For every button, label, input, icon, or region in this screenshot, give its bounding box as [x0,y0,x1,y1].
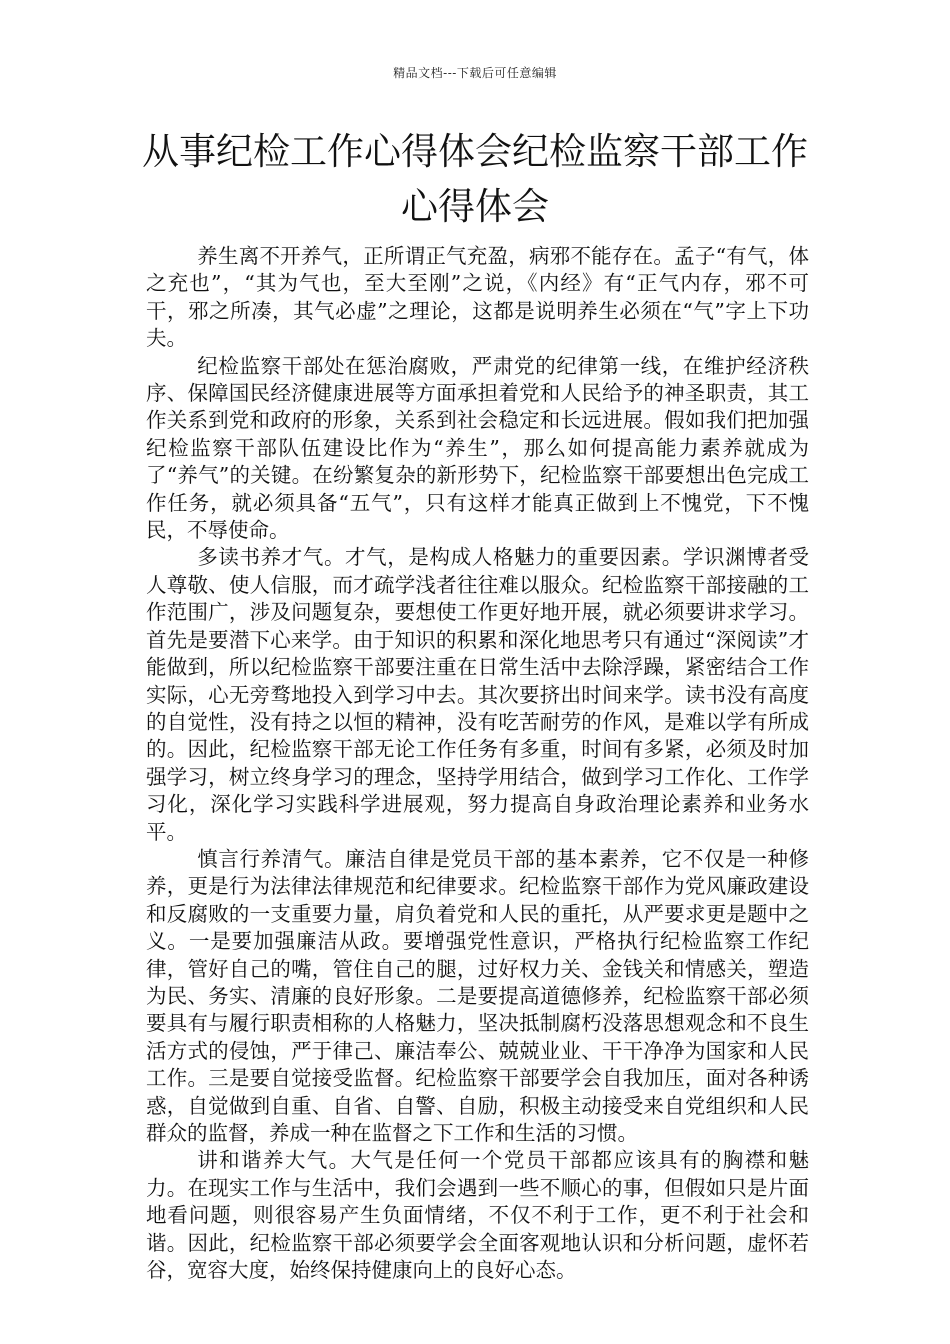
paragraph: 讲和谐养大气。大气是任何一个党员干部都应该具有的胸襟和魅力。在现实工作与生活中，我们会遇到一些不顺心的事，但假如只是片面地看问题，则很容易产生负面情绪，不仅不利于工作，更不利于社会和谐。因此，纪检监察干部必须要学会全面客观地认识和分析问题，虚怀若谷，宽容大度，始终保持健康向上的良好心态。 [146,1148,809,1283]
header-note: 精品文档---下载后可任意编辑 [393,66,557,80]
paragraph: 慎言行养清气。廉洁自律是党员干部的基本素养，它不仅是一种修养，更是行为法律法律规范和纪律要求。纪检监察干部作为党风廉政建设和反腐败的一支重要力量，肩负着党和人民的重托，从严要求更是题中之义。一是要加强廉洁从政。要增强党性意识，严格执行纪检监察工作纪律，管好自己的嘴，管住自己的腿，过好权力关、金钱关和情感关，塑造为民、务实、清廉的良好形象。二是要提高道德修养，纪检监察干部必须要具有与履行职责相称的人格魅力，坚决抵制腐朽没落思想观念和不良生活方式的侵蚀，严于律己、廉洁奉公、兢兢业业、干干净净为国家和人民工作。三是要自觉接受监督。纪检监察干部要学会自我加压，面对各种诱惑，自觉做到自重、自省、自警、自励，积极主动接受来自党组织和人民群众的监督，养成一种在监督之下工作和生活的习惯。 [146,846,809,1145]
paragraph: 纪检监察干部处在惩治腐败，严肃党的纪律第一线，在维护经济秩序、保障国民经济健康进展等方面承担着党和人民给予的神圣职责，其工作关系到党和政府的形象，关系到社会稳定和长远进展。假如我们把加强纪检监察干部队伍建设比作为“养生”，那么如何提高能力素养就成为了“养气”的关键。在纷繁复杂的新形势下，纪检监察干部要想出色完成工作任务，就必须具备“五气”，只有这样才能真正做到上不愧党，下不愧民，不辱使命。 [146,353,809,543]
document-title: 从事纪检工作心得体会纪检监察干部工作心得体会 [142,130,808,228]
document-body [146,243,809,1284]
paragraph: 多读书养才气。才气，是构成人格魅力的重要因素。学识渊博者受人尊敬、使人信服，而才疏学浅者往往难以服众。纪检监察干部接融的工作范围广，涉及问题复杂，要想使工作更好地开展，就必须要讲求学习。首先是要潜下心来学。由于知识的积累和深化地思考只有通过“深阅读”才能做到，所以纪检监察干部要注重在日常生活中去除浮躁，紧密结合工作实际，心无旁骛地投入到学习中去。其次要挤出时间来学。读书没有高度的自觉性，没有持之以恒的精神，没有吃苦耐劳的作风，是难以学有所成的。因此，纪检监察干部无论工作任务有多重，时间有多紧，必须及时加强学习，树立终身学习的理念，坚持学用结合，做到学习工作化、工作学习化，深化学习实践科学进展观，努力提高自身政治理论素养和业务水平。 [146,545,809,844]
paragraph: 养生离不开养气，正所谓正气充盈，病邪不能存在。孟子“有气，体之充也”，“其为气也，至大至刚”之说，《内经》有“正气内存，邪不可干，邪之所凑，其气必虚”之理论，这都是说明养生必须在“气”字上下功夫。 [146,244,809,351]
